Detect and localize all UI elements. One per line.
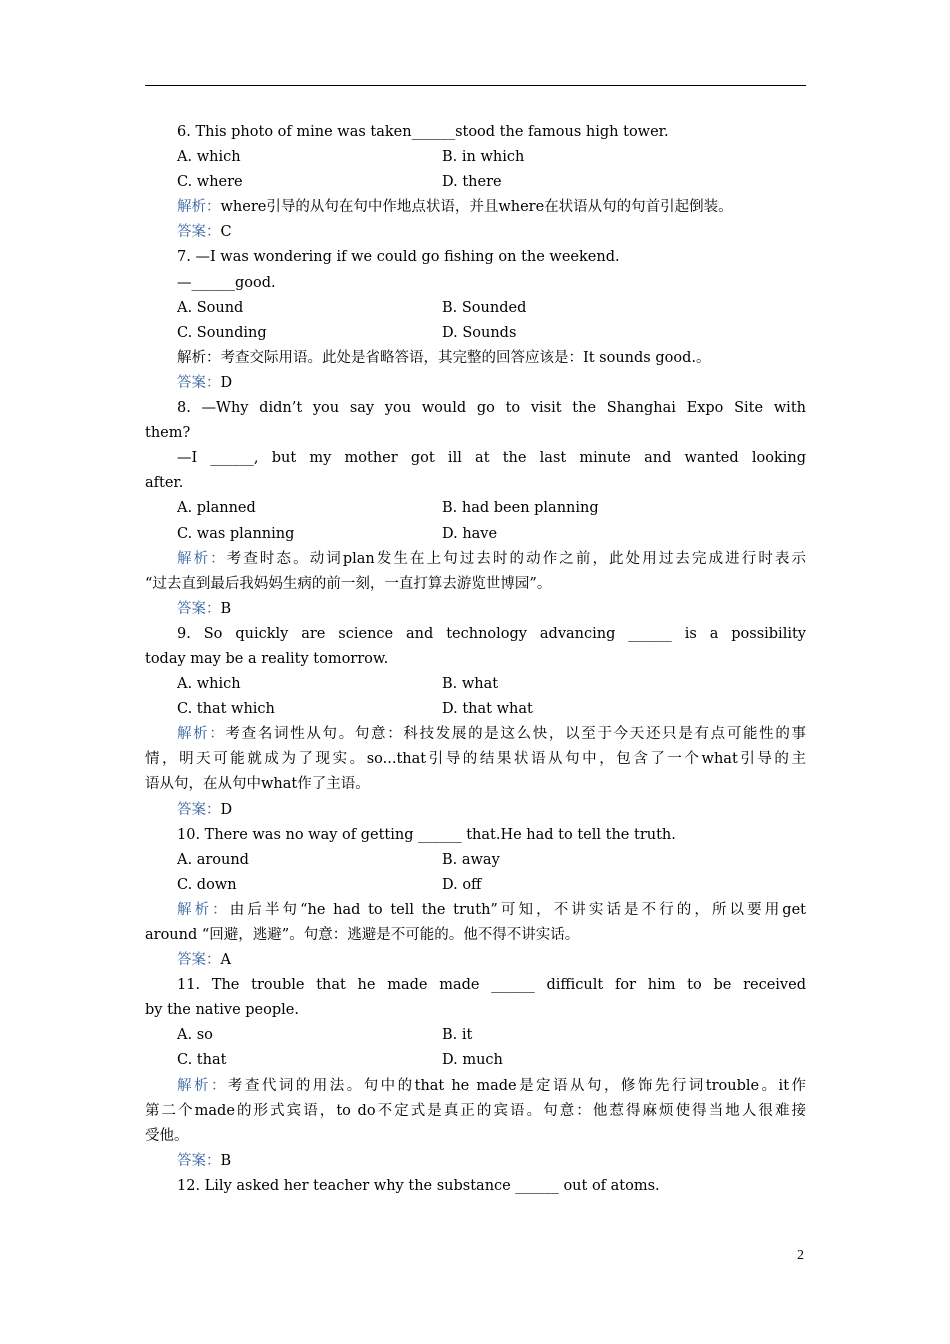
question-11 xyxy=(145,973,806,1174)
option-c: C. that which xyxy=(177,701,275,718)
options-row xyxy=(145,672,806,697)
answer xyxy=(145,220,806,245)
analysis-text: 考查名词性从句。句意：科技发展的是这么快，以至于今天还只是有点可能性的事 xyxy=(225,726,806,743)
answer-label: 答案： xyxy=(177,600,221,617)
option-b: B. it xyxy=(442,1027,473,1044)
answer-label: 答案： xyxy=(177,224,221,241)
question-stem: 10. There was no way of getting ______ that.He had to tell the truth. xyxy=(177,826,676,843)
option-a: A. Sound xyxy=(177,299,244,316)
page-content xyxy=(145,120,806,1199)
answer-value: C xyxy=(220,224,232,241)
option-d: D. there xyxy=(442,174,502,191)
analysis xyxy=(145,547,806,572)
analysis-label: 解析： xyxy=(177,550,227,567)
option-b: B. away xyxy=(442,851,500,868)
analysis xyxy=(145,346,806,371)
question-stem: today may be a reality tomorrow. xyxy=(145,650,389,667)
options-row xyxy=(145,873,806,898)
answer xyxy=(145,798,806,823)
options-row xyxy=(145,296,806,321)
analysis-label: 解析： xyxy=(177,901,230,918)
analysis-text: where引导的从句在句中作地点状语，并且where在状语从句的句首引起倒装。 xyxy=(220,199,733,216)
answer-label: 答案： xyxy=(177,952,221,969)
option-a: A. which xyxy=(177,676,241,693)
option-d: D. off xyxy=(442,876,482,893)
option-c: C. that xyxy=(177,1052,227,1069)
answer xyxy=(145,371,806,396)
answer-value: A xyxy=(220,952,231,969)
answer-value: D xyxy=(220,374,233,391)
question-7 xyxy=(145,245,806,396)
answer xyxy=(145,948,806,973)
analysis-label: 解析： xyxy=(177,199,221,216)
question-10 xyxy=(145,823,806,974)
answer xyxy=(145,597,806,622)
option-d: D. that what xyxy=(442,701,533,718)
option-b: B. had been planning xyxy=(442,500,599,517)
options-row xyxy=(145,1023,806,1048)
question-9 xyxy=(145,622,806,823)
analysis xyxy=(145,195,806,220)
option-a: A. planned xyxy=(177,500,256,517)
question-stem: after. xyxy=(145,475,184,492)
option-d: D. have xyxy=(442,525,498,542)
option-d: D. Sounds xyxy=(442,324,517,341)
question-stem: by the native people. xyxy=(145,1002,299,1019)
option-b: B. in which xyxy=(442,149,525,166)
question-stem: 11. The trouble that he made made ______ difficult for him to be received xyxy=(177,977,806,994)
option-b: B. Sounded xyxy=(442,299,527,316)
question-stem: —I ______, but my mother got ill at the last minute and wanted looking xyxy=(177,450,806,467)
question-stem: 8. —Why didn’t you say you would go to visit the Shanghai Expo Site with xyxy=(177,400,806,417)
analysis-label: 解析： xyxy=(177,349,221,366)
option-c: C. where xyxy=(177,174,243,191)
analysis-text: 由后半句“he had to tell the truth”可知，不讲实话是不行的，所以要用get xyxy=(229,901,807,918)
question-stem: 6. This photo of mine was taken______stood the famous high tower. xyxy=(177,124,669,140)
header-rule xyxy=(145,85,806,86)
answer-value: B xyxy=(220,600,232,617)
answer-value: B xyxy=(220,1152,232,1169)
analysis-text: 考查代词的用法。句中的that he made是定语从句，修饰先行词trouble。it作 xyxy=(227,1077,806,1094)
analysis-label: 解析： xyxy=(177,1077,228,1094)
analysis-text: 受他。 xyxy=(145,1127,189,1144)
option-c: C. down xyxy=(177,876,237,893)
analysis-text: “过去直到最后我妈妈生病的前一刻，一直打算去游览世博园”。 xyxy=(145,575,552,592)
options-row xyxy=(145,321,806,346)
question-stem: 12. Lily asked her teacher why the substance ______ out of atoms. xyxy=(177,1177,660,1194)
options-row xyxy=(145,522,806,547)
option-a: A. which xyxy=(177,149,241,166)
analysis-label: 解析： xyxy=(177,726,226,743)
option-a: A. around xyxy=(177,851,249,868)
option-a: A. so xyxy=(177,1027,213,1044)
question-6 xyxy=(145,120,806,245)
options-row xyxy=(145,496,806,521)
question-12 xyxy=(145,1174,806,1199)
option-c: C. Sounding xyxy=(177,324,267,341)
analysis-text: 情，明天可能就成为了现实。so...that引导的结果状语从句中，包含了一个what引导的主 xyxy=(145,751,806,768)
option-b: B. what xyxy=(442,676,499,693)
answer-value: D xyxy=(220,801,233,818)
analysis-text: 考查时态。动词plan发生在上句过去时的动作之前，此处用过去完成进行时表示 xyxy=(226,550,807,567)
analysis xyxy=(145,898,806,923)
analysis-text: 考查交际用语。此处是省略答语，其完整的回答应该是：It sounds good.。 xyxy=(220,349,711,366)
question-8 xyxy=(145,396,806,622)
options-row xyxy=(145,1048,806,1073)
analysis-text: 语从句，在从句中what作了主语。 xyxy=(145,776,370,793)
options-row xyxy=(145,170,806,195)
options-row xyxy=(145,697,806,722)
answer-label: 答案： xyxy=(177,374,221,391)
option-d: D. much xyxy=(442,1052,503,1069)
analysis xyxy=(145,1074,806,1099)
answer-label: 答案： xyxy=(177,801,221,818)
question-stem: 9. So quickly are science and technology advancing ______ is a possibility xyxy=(177,625,806,642)
answer-label: 答案： xyxy=(177,1152,221,1169)
question-stem: —______good. xyxy=(177,274,276,291)
analysis-text: around “回避，逃避”。句意：逃避是不可能的。他不得不讲实话。 xyxy=(145,927,580,943)
question-stem: 7. —I was wondering if we could go fishing on the weekend. xyxy=(177,249,620,266)
answer xyxy=(145,1149,806,1174)
analysis xyxy=(145,722,806,747)
analysis-text: 第二个made的形式宾语，to do不定式是真正的宾语。句意：他惹得麻烦使得当地人很难接 xyxy=(145,1102,806,1119)
options-row xyxy=(145,848,806,873)
page-number: 2 xyxy=(797,1248,804,1263)
option-c: C. was planning xyxy=(177,525,295,542)
question-stem: them? xyxy=(145,425,191,442)
options-row xyxy=(145,145,806,170)
